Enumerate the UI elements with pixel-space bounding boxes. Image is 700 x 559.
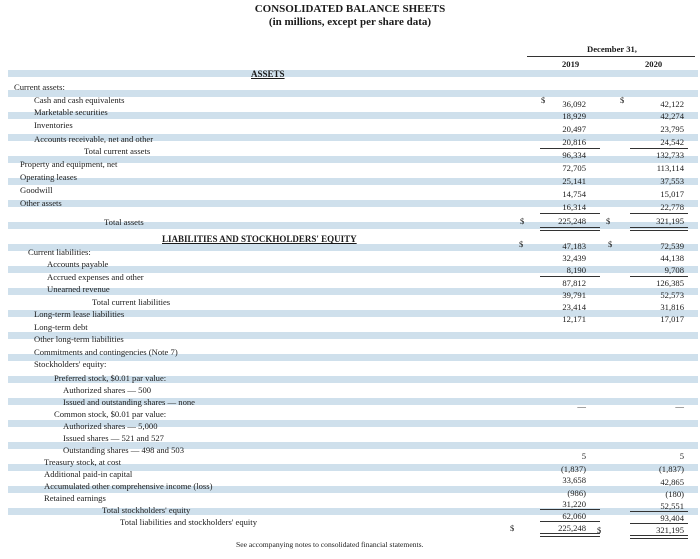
other-assets-label: Other assets (20, 198, 62, 208)
total-current-liabilities-2019: 87,812 (562, 278, 586, 288)
total-current-liabilities-label: Total current liabilities (92, 297, 171, 307)
long-term-debt-2019: 23,414 (562, 302, 586, 312)
footnote: See accompanying notes to consolidated financial statements. (236, 540, 424, 549)
preferred-2019: — (577, 401, 586, 411)
preferred-stock-label: Preferred stock, $0.01 par value: (54, 373, 167, 383)
statement-title: CONSOLIDATED BALANCE SHEETS (254, 3, 446, 15)
preferred-authorized-label: Authorized shares — 500 (63, 385, 152, 395)
assets-heading: ASSETS (251, 69, 285, 79)
retained-earnings-2020: 52,551 (660, 501, 684, 511)
cash-2020: 42,122 (660, 99, 684, 109)
preferred-issued-label: Issued and outstanding shares — none (63, 397, 195, 407)
year-2019-header: 2019 (562, 59, 580, 69)
total-liabilities-equity-label: Total liabilities and stockholders' equity (120, 517, 257, 527)
accrued-label: Accrued expenses and other (47, 272, 144, 282)
other-assets-2020: 22,778 (660, 202, 684, 212)
treasury-stock-label: Treasury stock, at cost (44, 457, 122, 467)
accounts-payable-2019: 47,183 (562, 241, 586, 251)
accounts-payable-2020: 72,539 (660, 241, 684, 251)
common-issued-label: Issued shares — 521 and 527 (63, 433, 164, 443)
common-stock-label: Common stock, $0.01 par value: (54, 409, 167, 419)
other-lt-liabilities-2020: 17,017 (660, 314, 684, 324)
preferred-2020: — (675, 401, 684, 411)
year-2020-header: 2020 (645, 59, 663, 69)
dollar-sign: $ (520, 216, 525, 226)
securities-label: Marketable securities (34, 107, 108, 117)
total-current-liabilities-2020: 126,385 (656, 278, 684, 288)
total-assets-2019: 225,248 (558, 216, 586, 226)
commitments-label: Commitments and contingencies (Note 7) (34, 347, 178, 357)
unearned-revenue-label: Unearned revenue (47, 284, 110, 294)
inventories-label: Inventories (34, 120, 73, 130)
total-assets-2020: 321,195 (656, 216, 684, 226)
aoci-2019: (986) (567, 488, 586, 498)
inventories-2020: 23,795 (660, 124, 684, 134)
goodwill-2019: 14,754 (562, 189, 586, 199)
long-term-debt-label: Long-term debt (34, 322, 88, 332)
cash-label: Cash and cash equivalents (34, 95, 125, 105)
ppe-2020: 113,114 (656, 163, 684, 173)
dollar-sign: $ (606, 216, 611, 226)
dollar-sign: $ (541, 95, 546, 105)
accrued-2019: 32,439 (562, 253, 586, 263)
current-assets-label: Current assets: (14, 82, 65, 92)
accrued-2020: 44,138 (660, 253, 684, 263)
securities-2019: 18,929 (562, 111, 586, 121)
total-equity-label: Total stockholders' equity (102, 505, 191, 515)
dollar-sign: $ (597, 525, 602, 535)
operating-leases-2020: 37,553 (660, 176, 684, 186)
apic-2020: 42,865 (660, 477, 684, 487)
apic-label: Additional paid-in capital (44, 469, 133, 479)
apic-2019: 33,658 (562, 475, 586, 485)
total-equity-2019: 62,060 (562, 511, 586, 521)
total-liabilities-equity-2020: 321,195 (656, 525, 684, 535)
securities-2020: 42,274 (660, 111, 684, 121)
total-liabilities-equity-2019: 225,248 (558, 523, 586, 533)
period-header: December 31, (587, 44, 637, 54)
total-assets-label: Total assets (104, 217, 144, 227)
stockholders-equity-label: Stockholders' equity: (34, 359, 107, 369)
receivables-2019: 20,816 (562, 137, 586, 147)
lease-liabilities-2020: 52,573 (660, 290, 684, 300)
common-stock-2020: 5 (679, 451, 684, 461)
common-stock-2019: 5 (581, 451, 586, 461)
aoci-2020: (180) (665, 489, 684, 499)
lease-liabilities-2019: 39,791 (562, 290, 586, 300)
total-current-assets-2020: 132,733 (656, 150, 684, 160)
lease-liabilities-label: Long-term lease liabilities (34, 309, 125, 319)
statement-subtitle: (in millions, except per share data) (268, 16, 432, 28)
retained-earnings-label: Retained earnings (44, 493, 106, 503)
dollar-sign: $ (510, 523, 515, 533)
dollar-sign: $ (608, 239, 613, 249)
total-equity-2020: 93,404 (660, 513, 684, 523)
cash-2019: 36,092 (562, 99, 586, 109)
inventories-2019: 20,497 (562, 124, 586, 134)
treasury-stock-2020: (1,837) (658, 464, 684, 474)
unearned-revenue-2019: 8,190 (566, 265, 586, 275)
dollar-sign: $ (620, 95, 625, 105)
common-authorized-label: Authorized shares — 5,000 (63, 421, 158, 431)
liabilities-heading: LIABILITIES AND STOCKHOLDERS' EQUITY (162, 234, 357, 244)
operating-leases-2019: 25,141 (562, 176, 586, 186)
common-outstanding-label: Outstanding shares — 498 and 503 (63, 445, 185, 455)
receivables-2020: 24,542 (660, 137, 684, 147)
current-liabilities-label: Current liabilities: (28, 247, 91, 257)
other-assets-2019: 16,314 (562, 202, 586, 212)
ppe-label: Property and equipment, net (20, 159, 118, 169)
ppe-2019: 72,705 (562, 163, 586, 173)
operating-leases-label: Operating leases (20, 172, 78, 182)
goodwill-label: Goodwill (20, 185, 53, 195)
treasury-stock-2019: (1,837) (560, 464, 586, 474)
aoci-label: Accumulated other comprehensive income (loss) (44, 481, 213, 491)
total-current-assets-2019: 96,334 (562, 150, 586, 160)
accounts-payable-label: Accounts payable (47, 259, 109, 269)
goodwill-2020: 15,017 (660, 189, 684, 199)
retained-earnings-2019: 31,220 (562, 499, 586, 509)
dollar-sign: $ (519, 239, 524, 249)
other-lt-liabilities-label: Other long-term liabilities (34, 334, 124, 344)
other-lt-liabilities-2019: 12,171 (562, 314, 586, 324)
total-current-assets-label: Total current assets (84, 146, 151, 156)
long-term-debt-2020: 31,816 (660, 302, 684, 312)
receivables-label: Accounts receivable, net and other (34, 134, 154, 144)
unearned-revenue-2020: 9,708 (664, 265, 684, 275)
